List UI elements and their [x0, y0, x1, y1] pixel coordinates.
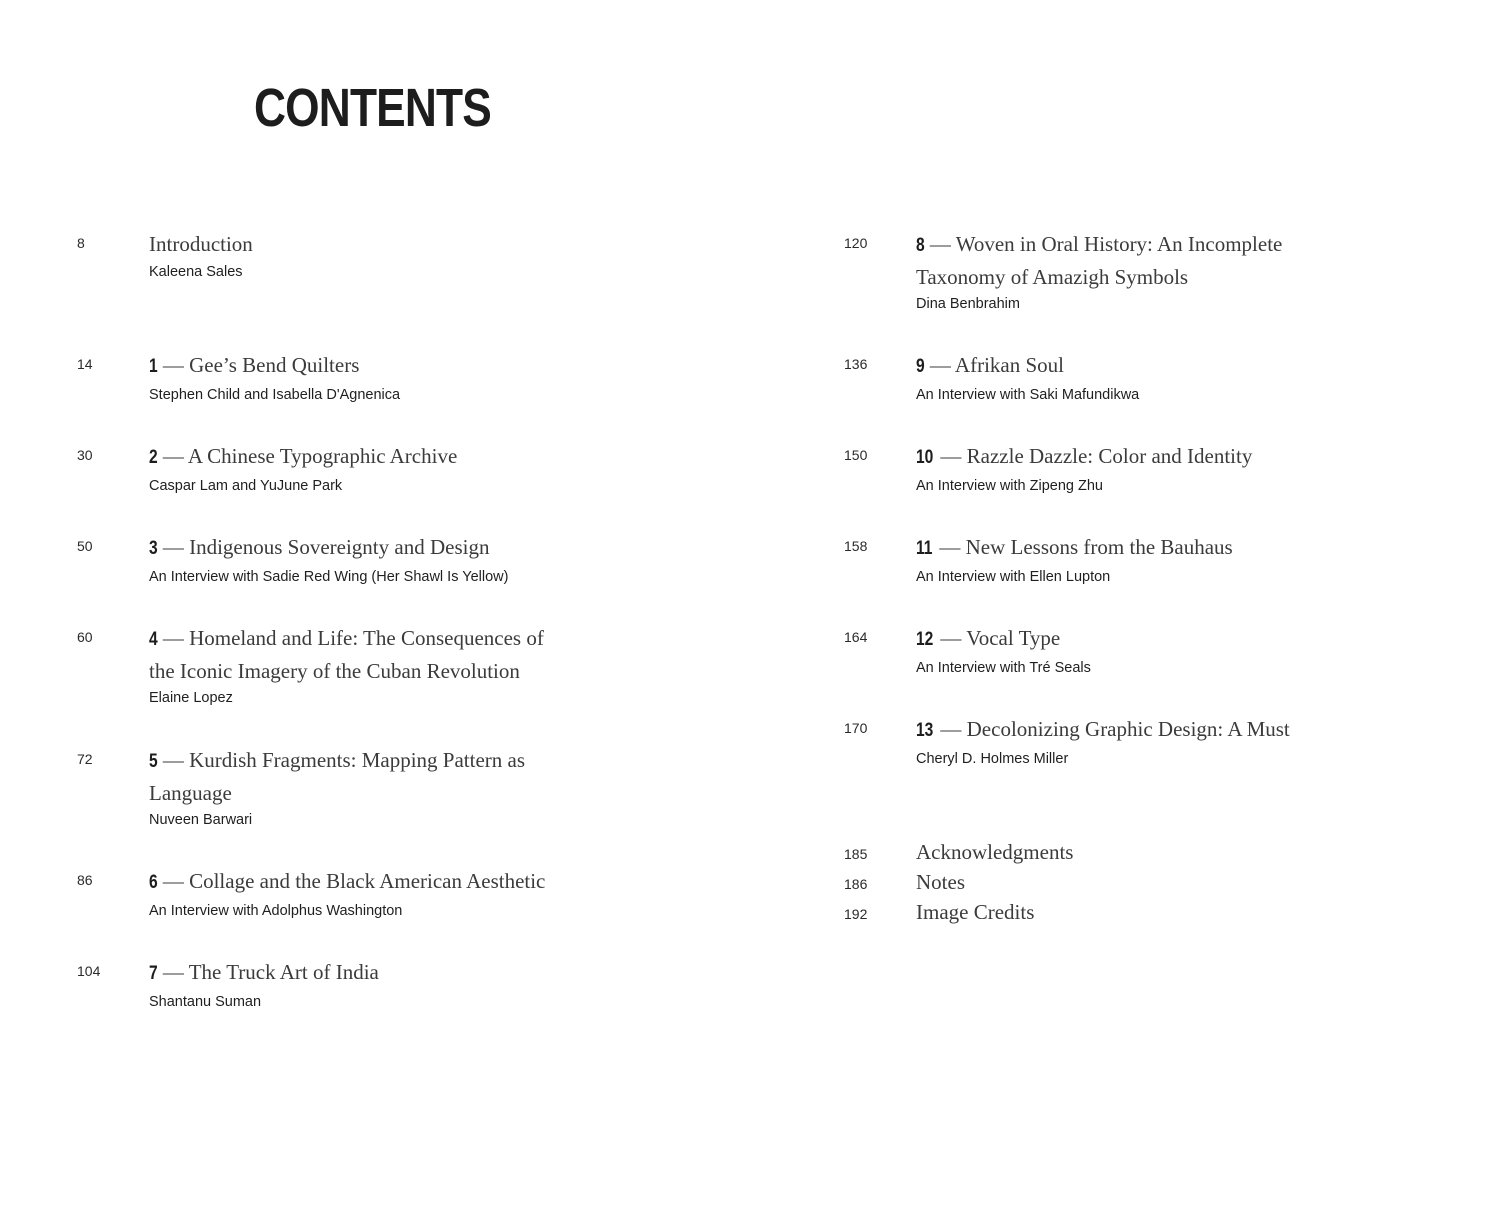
separator-dash: —: [162, 626, 184, 650]
separator-dash: —: [929, 232, 951, 256]
page-number: 8: [77, 235, 85, 251]
entry-author: Elaine Lopez: [149, 690, 233, 706]
entry-body: [149, 532, 508, 587]
page-number: 186: [844, 876, 868, 892]
entry-title: [149, 441, 457, 474]
title-line: Woven in Oral History: An Incomplete: [955, 232, 1283, 256]
chapter-number: 5: [149, 751, 158, 772]
entry-body: [916, 441, 1252, 496]
entry-title: Image Credits: [916, 900, 1035, 924]
page-number: 86: [77, 872, 93, 888]
page-number: 150: [844, 447, 868, 463]
chapter-number: 6: [149, 872, 158, 893]
entry-author: Nuveen Barwari: [149, 812, 253, 828]
title-line: New Lessons from the Bauhaus: [965, 535, 1233, 559]
entry-author: Dina Benbrahim: [916, 296, 1020, 312]
entry-author: Shantanu Suman: [149, 993, 262, 1010]
entry-author: An Interview with Ellen Lupton: [916, 568, 1111, 585]
page-number: 30: [77, 447, 93, 463]
entry-author: An Interview with Adolphus Washington: [149, 902, 403, 919]
entry-author: An Interview with Saki Mafundikwa: [916, 386, 1140, 403]
title-line: Afrikan Soul: [954, 353, 1064, 377]
separator-dash: —: [162, 444, 184, 468]
entry-author: Cheryl D. Holmes Miller: [916, 750, 1069, 767]
page-number: 72: [77, 751, 93, 767]
chapter-number: 13: [916, 720, 934, 741]
chapter-number: 2: [149, 447, 158, 468]
entry-title: Notes: [916, 870, 965, 894]
entry-title: [916, 714, 1290, 747]
chapter-number: 12: [916, 629, 934, 650]
entry-title: [149, 866, 545, 899]
entry-body: [916, 350, 1139, 405]
title-line: Introduction: [149, 232, 253, 256]
page-number: 104: [77, 963, 101, 979]
title-line: Decolonizing Graphic Design: A Must: [966, 717, 1290, 741]
title-line: Indigenous Sovereignty and Design: [189, 535, 490, 559]
separator-dash: —: [162, 869, 184, 893]
entry-author: Kaleena Sales: [149, 263, 243, 280]
entry-title: [916, 623, 1091, 656]
entry-title: [149, 957, 379, 990]
entry-author: An Interview with Zipeng Zhu: [916, 477, 1103, 494]
page-number: 158: [844, 538, 868, 554]
chapter-number: 3: [149, 538, 158, 559]
chapter-number: 7: [149, 963, 158, 984]
entry-title: [916, 441, 1252, 474]
title-line: Kurdish Fragments: Mapping Pattern as: [189, 748, 526, 772]
page-number: 120: [844, 235, 868, 251]
page-number: 136: [844, 356, 868, 372]
entry-title: [149, 350, 400, 383]
entry-title: [916, 532, 1233, 565]
entry-body: [149, 350, 400, 405]
entry-body: [149, 866, 545, 921]
page-number: 14: [77, 356, 93, 372]
chapter-number: 1: [149, 356, 158, 377]
separator-dash: —: [939, 535, 961, 559]
entry-body: [149, 957, 379, 1012]
entry-author: Stephen Child and Isabella D'Agnenica: [149, 386, 401, 403]
page-title: CONTENTS: [254, 78, 491, 138]
title-line: Language: [149, 780, 232, 805]
chapter-number: 4: [149, 629, 158, 650]
entry-body: [916, 229, 1282, 314]
title-line: the Iconic Imagery of the Cuban Revolution: [149, 658, 520, 683]
title-line: Gee’s Bend Quilters: [189, 353, 360, 377]
title-line: Taxonomy of Amazigh Symbols: [916, 264, 1189, 289]
entry-body: [916, 714, 1290, 769]
entry-body: [149, 745, 525, 830]
separator-dash: —: [162, 535, 184, 559]
entry-title: [916, 229, 1282, 292]
entry-title: [149, 532, 508, 565]
separator-dash: —: [929, 353, 951, 377]
entry-title: Acknowledgments: [916, 840, 1074, 864]
separator-dash: —: [940, 626, 962, 650]
separator-dash: —: [162, 353, 184, 377]
title-line: Vocal Type: [966, 626, 1061, 650]
page-number: 170: [844, 720, 868, 736]
entry-author: Caspar Lam and YuJune Park: [149, 477, 343, 494]
separator-dash: —: [940, 717, 962, 741]
title-line: Razzle Dazzle: Color and Identity: [966, 444, 1253, 468]
entry-title: [149, 623, 544, 686]
entry-author: An Interview with Sadie Red Wing (Her Shawl Is Yellow): [149, 568, 509, 585]
title-line: The Truck Art of India: [188, 960, 379, 984]
entry-body: [149, 441, 457, 496]
title-line: A Chinese Typographic Archive: [187, 444, 458, 468]
page-number: 50: [77, 538, 93, 554]
entry-body: [149, 623, 544, 708]
entry-title: [916, 350, 1139, 383]
chapter-number: 9: [916, 356, 925, 377]
page-number: 192: [844, 906, 868, 922]
chapter-number: 11: [916, 538, 933, 559]
page-number: 60: [77, 629, 93, 645]
page-number: 185: [844, 846, 868, 862]
entry-body: [916, 623, 1091, 678]
separator-dash: —: [940, 444, 962, 468]
separator-dash: —: [162, 748, 184, 772]
entry-body: [916, 532, 1233, 587]
entry-author: An Interview with Tré Seals: [916, 659, 1091, 676]
entry-title: [149, 745, 525, 808]
separator-dash: —: [162, 960, 184, 984]
chapter-number: 8: [916, 235, 925, 256]
title-line: Collage and the Black American Aesthetic: [189, 869, 546, 893]
entry-title: [149, 229, 253, 260]
title-line: Homeland and Life: The Consequences of: [189, 626, 544, 650]
page-number: 164: [844, 629, 868, 645]
entry-body: [149, 229, 253, 282]
chapter-number: 10: [916, 447, 934, 468]
